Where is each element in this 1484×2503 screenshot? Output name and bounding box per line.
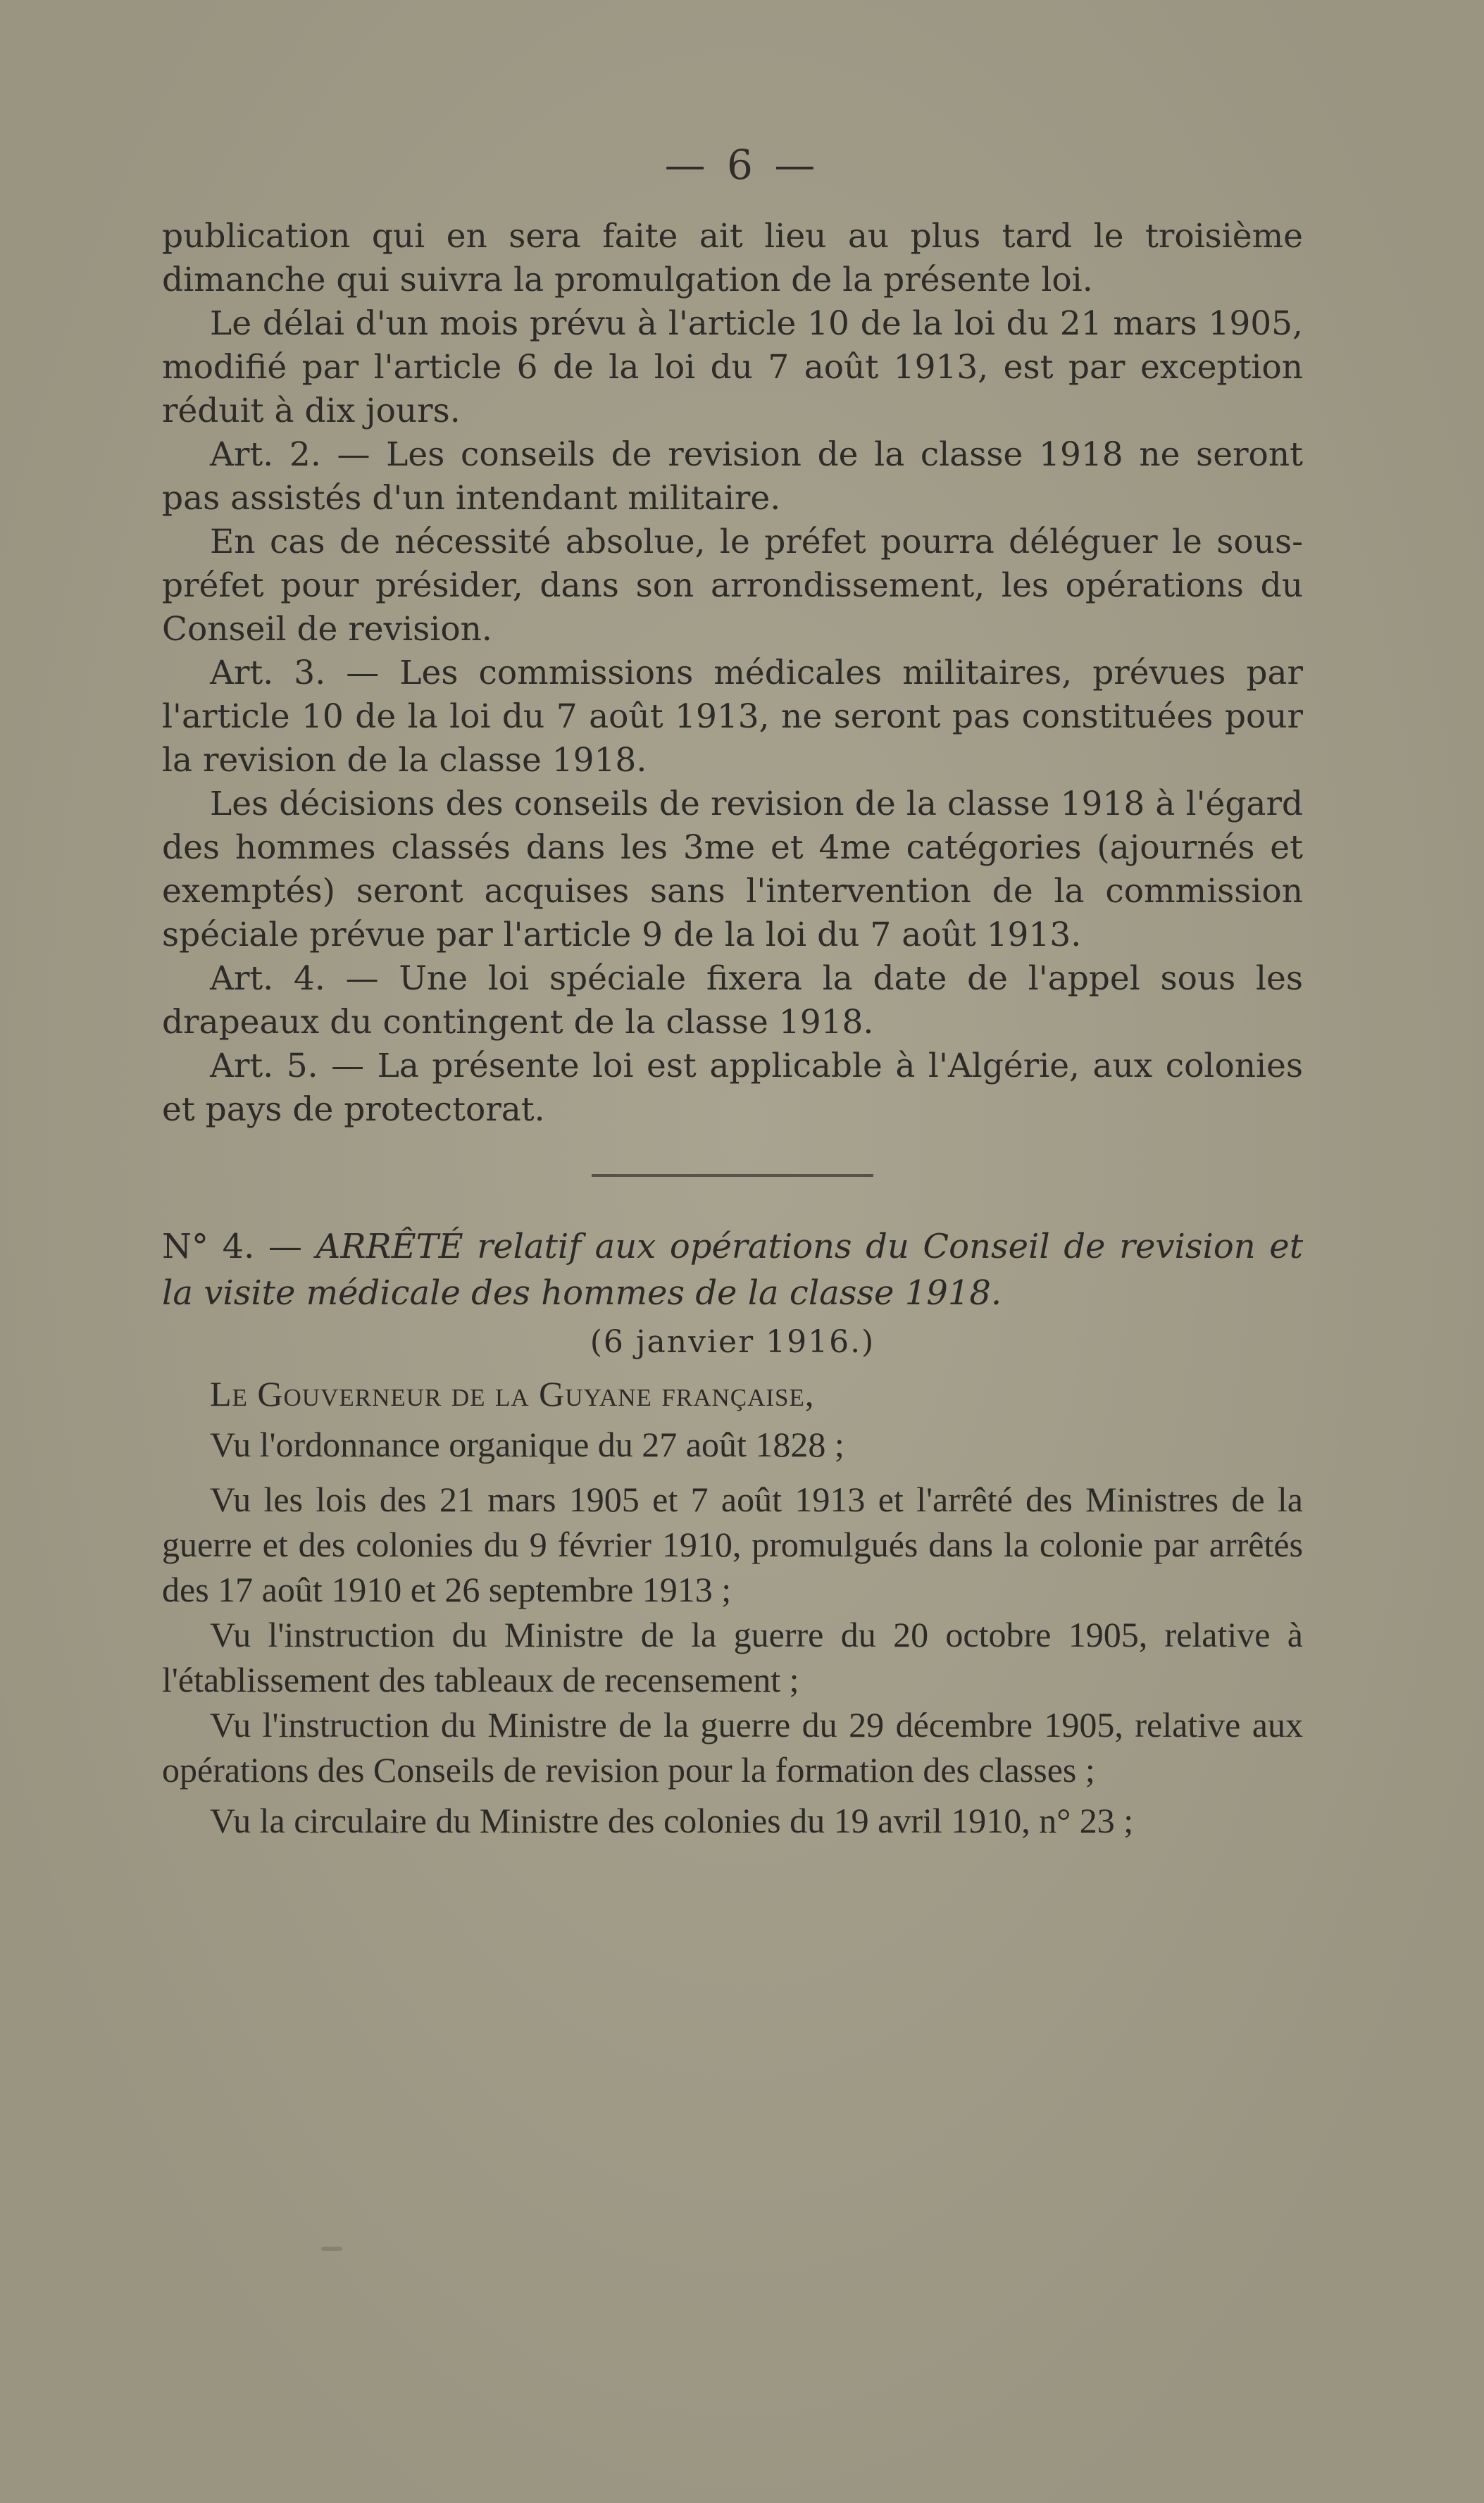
text-column <box>162 215 1303 1843</box>
paper-speck <box>321 2247 342 2251</box>
paragraph-continuation: publication qui en sera faite ait lieu au plus tard le troisième dimanche qui suivra la promulgation de la présente loi. <box>162 217 1303 299</box>
arrete-number: N° 4. — <box>162 1227 303 1266</box>
article-2: Art. 2. — Les conseils de revision de la classe 1918 ne seront pas assistés d'un intendant militaire. <box>162 435 1303 518</box>
arrete-heading <box>162 1223 1303 1316</box>
vu-circulaire: Vu la circulaire du Ministre des colonies du 19 avril 1910, n° 23 ; <box>210 1801 1134 1840</box>
vu-instruction-2: Vu l'instruction du Ministre de la guerre du 29 décembre 1905, relative aux opérations des Conseils de revision pour la formation des classes ; <box>162 1705 1303 1790</box>
vu-instruction-1: Vu l'instruction du Ministre de la guerre du 20 octobre 1905, relative à l'établissement des tableaux de recensement ; <box>162 1615 1303 1699</box>
vu-ordonnance: Vu l'ordonnance organique du 27 août 1828 ; <box>210 1425 844 1464</box>
page-number: — 6 — <box>664 141 820 189</box>
paragraph-decisions: Les décisions des conseils de revision de la classe 1918 à l'égard des hommes classés dans les 3me et 4me catégories (ajournés et exemptés) seront acquises sans l'intervention de la commission spéciale prévue par l'article 9 de la loi du 7 août 1913. <box>162 785 1303 954</box>
paragraph-delai: Le délai d'un mois prévu à l'article 10 de la loi du 21 mars 1905, modifié par l'article 6 de la loi du 7 août 1913, est par exception réduit à dix jours. <box>162 304 1303 430</box>
article-4: Art. 4. — Une loi spéciale fixera la date de l'appel sous les drapeaux du contingent de la classe 1918. <box>162 959 1303 1042</box>
gouverneur-line: Le Gouverneur de la Guyane française, <box>210 1374 815 1413</box>
article-3: Art. 3. — Les commissions médicales militaires, prévues par l'article 10 de la loi du 7 août 1913, ne seront pas constituées pour la revision de la classe 1918. <box>162 654 1303 780</box>
paragraph-necessite: En cas de nécessité absolue, le préfet pourra déléguer le sous-préfet pour présider, dans son arrondissement, les opérations du Conseil de revision. <box>162 523 1303 649</box>
vu-lois: Vu les lois des 21 mars 1905 et 7 août 1913 et l'arrêté des Ministres de la guerre et des colonies du 9 février 1910, promulgués dans la colonie par arrêtés des 17 août 1910 et 26 septembre 1913 ; <box>162 1480 1303 1609</box>
section-divider <box>592 1174 873 1177</box>
article-5: Art. 5. — La présente loi est applicable à l'Algérie, aux colonies et pays de protectorat. <box>162 1047 1303 1129</box>
arrete-date: (6 janvier 1916.) <box>590 1324 875 1360</box>
arrete-title: ARRÊTÉ relatif aux opérations du Conseil de revision et la visite médicale des hommes de la classe 1918. <box>162 1227 1303 1313</box>
